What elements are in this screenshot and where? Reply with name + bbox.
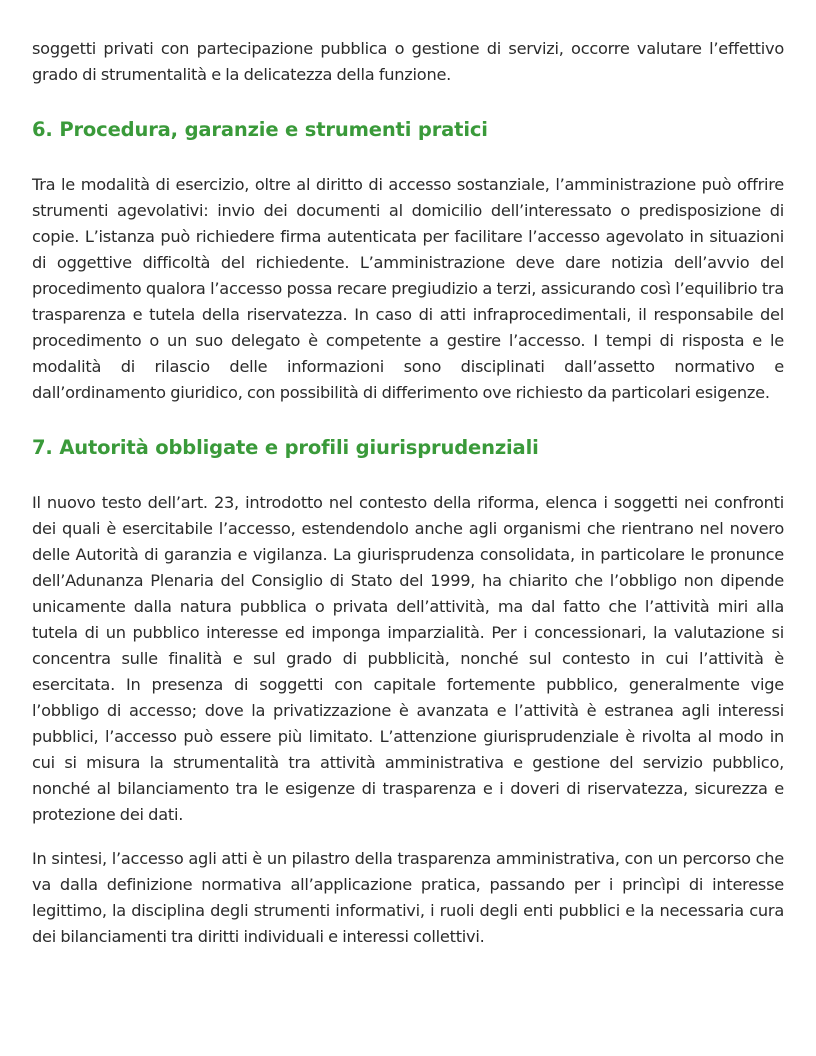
section-heading-autorita: 7. Autorità obbligate e profili giurisprudenziali (32, 436, 539, 459)
paragraph-procedura: Tra le modalità di esercizio, oltre al diritto di accesso sostanziale, l’amministrazione può offrire strumenti agevolativi: invio dei documenti al domicilio dell’interessato o predisposizione di copie. L’istanza può richiedere firma autenticata per facilitare l’accesso agevolato in situazioni di oggettive difficoltà del richiedente. L’amministrazione deve dare notizia dell’avvio del procedimento qualora l’accesso possa recare pregiudizio a terzi, assicurando così l’equilibrio tra trasparenza e tutela della riservatezza. In caso di atti infraprocedimentali, il responsabile del procedimento o un suo delegato è competente a gestire l’accesso. I tempi di risposta e le modalità di rilascio delle informazioni sono disciplinati dall’assetto normativo e dall’ordinamento giuridico, con possibilità di differimento ove richiesto da particolari esigenze. (32, 175, 784, 402)
paragraph-autorita: Il nuovo testo dell’art. 23, introdotto nel contesto della riforma, elenca i soggetti nei confronti dei quali è esercitabile l’accesso, estendendolo anche agli organismi che rientrano nel novero delle Autorità di garanzia e vigilanza. La giurisprudenza consolidata, in particolare le pronunce dell’Adunanza Plenaria del Consiglio di Stato del 1999, ha chiarito che l’obbligo non dipende unicamente dalla natura pubblica o privata dell’attività, ma dal fatto che l’attività miri alla tutela di un pubblico interesse ed imponga imparzialità. Per i concessionari, la valutazione si concentra sulle finalità e sul grado di pubblicità, nonché sul contesto in cui l’attività è esercitata. In presenza di soggetti con capitale fortemente pubblico, generalmente vige l’obbligo di accesso; dove la privatizzazione è avanzata e l’attività è estranea agli interessi pubblici, l’accesso può essere più limitato. L’attenzione giurisprudenziale è rivolta al modo in cui si misura la strumentalità tra attività amministrativa e gestione del servizio pubblico, nonché al bilanciamento tra le esigenze di trasparenza e i doveri di riservatezza, sicurezza e protezione dei dati. (32, 493, 784, 824)
intro-paragraph: soggetti privati con partecipazione pubblica o gestione di servizi, occorre valutare l’effettivo grado di strumentalità e la delicatezza della funzione. (32, 39, 784, 84)
section-heading-procedura: 6. Procedura, garanzie e strumenti pratici (32, 118, 488, 141)
paragraph-sintesi: In sintesi, l’accesso agli atti è un pilastro della trasparenza amministrativa, con un percorso che va dalla definizione normativa all’applicazione pratica, passando per i princìpi di interesse legittimo, la disciplina degli strumenti informativi, i ruoli degli enti pubblici e la necessaria cura dei bilanciamenti tra diritti individuali e interessi collettivi. (32, 849, 784, 946)
document-page (32, 36, 784, 950)
